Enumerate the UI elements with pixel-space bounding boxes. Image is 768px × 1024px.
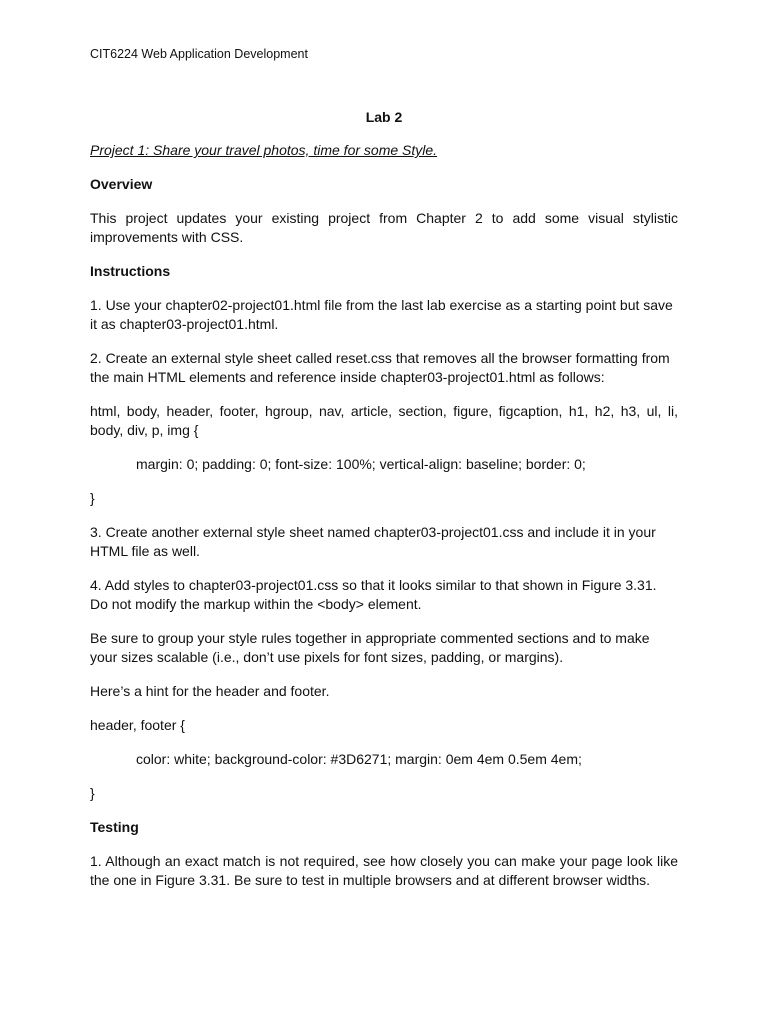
project-title: Project 1: Share your travel photos, time for some Style. bbox=[90, 142, 438, 158]
instructions-heading: Instructions bbox=[90, 263, 171, 279]
lab-title: Lab 2 bbox=[365, 109, 403, 125]
testing-heading: Testing bbox=[90, 819, 139, 835]
reset-selectors-code: html, body, header, footer, hgroup, nav, article, section, figure, figcaption, h1, h2, h3, ul, li, body, div, p, img { bbox=[90, 403, 678, 438]
testing-step-1: 1. Although an exact match is not required, see how closely you can make your page look like the one in Figure 3.31. Be sure to test in multiple browsers and at different browser widths. bbox=[90, 853, 678, 888]
overview-text: This project updates your existing project from Chapter 2 to add some visual stylistic improvements with CSS. bbox=[90, 210, 678, 245]
hint-close-brace: } bbox=[90, 785, 95, 801]
overview-heading: Overview bbox=[90, 176, 153, 192]
instruction-step-1: 1. Use your chapter02-project01.html file from the last lab exercise as a starting point but save it as chapter03-project01.html. bbox=[90, 297, 673, 332]
reset-rules-code: margin: 0; padding: 0; font-size: 100%; vertical-align: baseline; border: 0; bbox=[136, 456, 586, 472]
hint-rules-code: color: white; background-color: #3D6271; margin: 0em 4em 0.5em 4em; bbox=[136, 751, 582, 767]
instruction-step-3: 3. Create another external style sheet named chapter03-project01.css and include it in your HTML file as well. bbox=[90, 524, 656, 559]
instruction-step-4: 4. Add styles to chapter03-project01.css so that it looks similar to that shown in Figure 3.31. Do not modify the markup within the <body> element. bbox=[90, 577, 657, 612]
instruction-step-2: 2. Create an external style sheet called reset.css that removes all the browser formatting from the main HTML elements and reference inside chapter03-project01.html as follows: bbox=[90, 350, 670, 385]
hint-note: Here’s a hint for the header and footer. bbox=[90, 683, 330, 699]
grouping-note: Be sure to group your style rules together in appropriate commented sections and to make your sizes scalable (i.e., don’t use pixels for font sizes, padding, or margins). bbox=[90, 630, 650, 665]
document-body bbox=[90, 108, 678, 905]
page-header-course: CIT6224 Web Application Development bbox=[90, 47, 308, 61]
reset-close-brace: } bbox=[90, 490, 95, 506]
hint-selector-code: header, footer { bbox=[90, 717, 185, 733]
